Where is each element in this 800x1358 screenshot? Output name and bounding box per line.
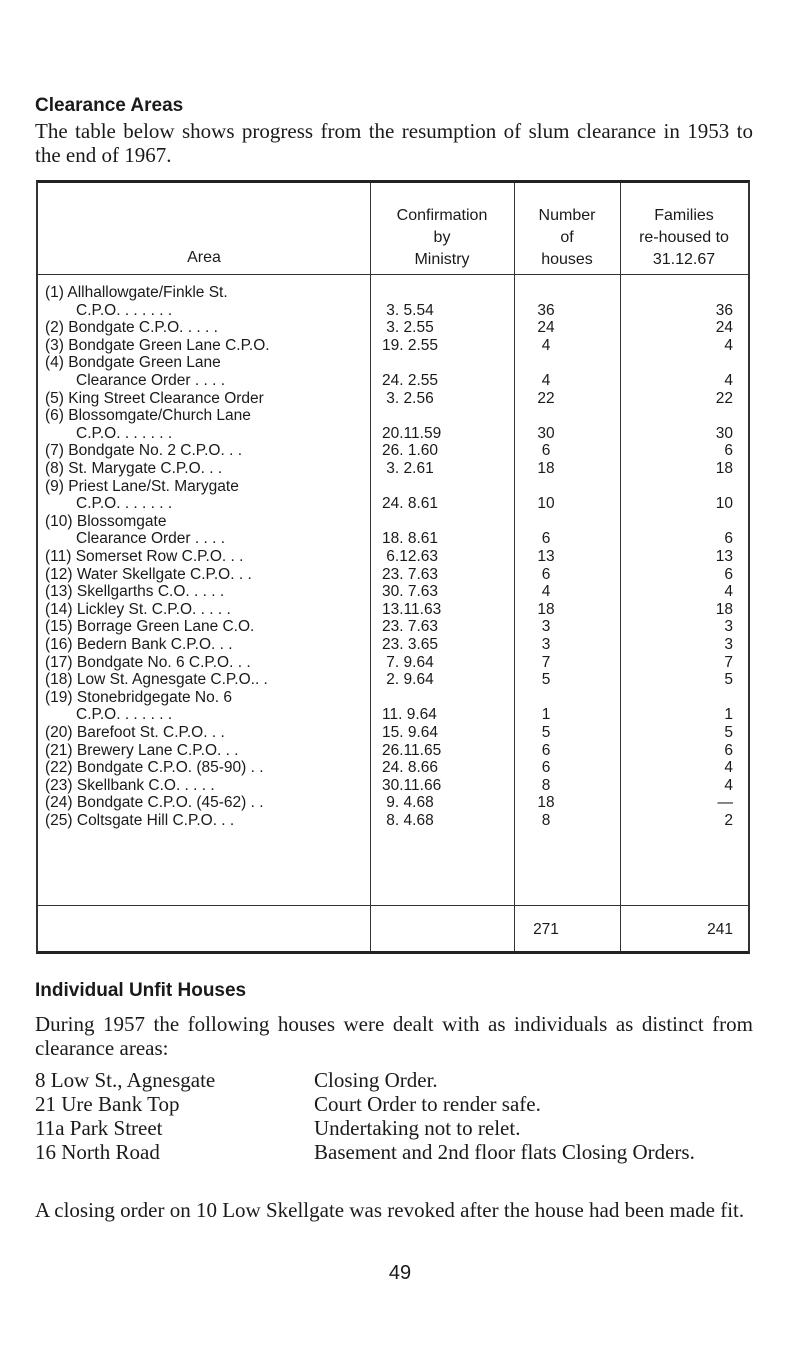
confirmation-date: 11. 9.64 <box>382 706 437 724</box>
confirmation-date: 23. 7.63 <box>382 565 439 583</box>
confirmation-date: 13.11.63 <box>382 600 442 618</box>
column-divider <box>370 183 371 951</box>
families-count: 5 <box>724 671 733 689</box>
area-name: (10) Blossomgate <box>45 512 167 530</box>
families-count: 4 <box>724 776 733 794</box>
header-families: Families re-housed to 31.12.67 <box>639 207 729 268</box>
families-count: 1 <box>724 706 733 724</box>
families-count: 3 <box>724 636 733 653</box>
families-count: 6 <box>724 565 733 583</box>
column-divider <box>514 183 515 951</box>
confirmation-date: 24. 2.55 <box>382 371 439 389</box>
confirmation-date: 18. 8.61 <box>382 530 439 548</box>
confirmation-date: 23. 7.63 <box>382 618 439 636</box>
confirmation-date: 3. 2.56 <box>382 389 434 407</box>
area-name: (17) Bondgate No. 6 C.P.O. . . <box>45 653 251 671</box>
confirmation-date: 26.11.65 <box>382 741 442 759</box>
houses-count: 4 <box>541 371 551 389</box>
confirmation-date: 2. 9.64 <box>382 671 434 689</box>
area-name: (20) Barefoot St. C.P.O. . . <box>45 724 225 741</box>
houses-count: 4 <box>541 336 551 354</box>
unfit-address: 11a Park Street <box>35 1116 163 1140</box>
houses-count: 6 <box>541 530 551 548</box>
header-confirmation: Confirmation by Ministry <box>396 207 488 268</box>
header-houses: Number of houses <box>538 207 596 268</box>
clearance-intro: The table below shows progress from the resumption of slum clearance in 1953 to the end of 1967. <box>35 119 753 167</box>
families-count: 6 <box>724 442 733 460</box>
unfit-action: Basement and 2nd floor flats Closing Orders. <box>314 1140 695 1164</box>
families-count: 13 <box>715 548 733 565</box>
area-name: (16) Bedern Bank C.P.O. . . <box>45 636 233 653</box>
families-count: 4 <box>724 759 733 777</box>
confirmation-date: 15. 9.64 <box>382 724 439 741</box>
confirmation-date: 23. 3.65 <box>382 636 439 653</box>
houses-count: 18 <box>537 600 555 618</box>
area-name: (7) Bondgate No. 2 C.P.O. . . <box>45 442 243 460</box>
confirmation-date: 20.11.59 <box>382 424 442 442</box>
confirmation-date: 9. 4.68 <box>382 794 434 812</box>
houses-count: 30 <box>537 424 555 442</box>
families-count: — <box>717 794 733 812</box>
unfit-address: 8 Low St., Agnesgate <box>35 1068 216 1092</box>
houses-count: 6 <box>541 741 551 759</box>
houses-count: 4 <box>541 583 551 601</box>
closing-paragraph: A closing order on 10 Low Skellgate was revoked after the house had been made fit. <box>35 1198 745 1222</box>
area-name: C.P.O. . . . . . . <box>76 301 173 319</box>
column-divider <box>620 183 621 951</box>
header-divider <box>38 274 748 275</box>
houses-count: 6 <box>541 442 551 460</box>
area-name: (24) Bondgate C.P.O. (45-62) . . <box>45 794 264 812</box>
confirmation-date: 30.11.66 <box>382 776 442 794</box>
area-name: (3) Bondgate Green Lane C.P.O. <box>45 336 270 354</box>
houses-count: 24 <box>537 319 555 337</box>
families-count: 36 <box>715 301 733 319</box>
families-count: 7 <box>724 653 733 671</box>
houses-count: 8 <box>541 776 551 794</box>
area-name: (15) Borrage Green Lane C.O. <box>45 618 255 636</box>
families-count: 18 <box>715 600 733 618</box>
houses-count: 10 <box>537 495 555 513</box>
families-count: 4 <box>724 336 733 354</box>
families-count: 6 <box>724 741 733 759</box>
houses-count: 1 <box>541 706 551 724</box>
total-houses: 271 <box>533 921 559 938</box>
area-name: (4) Bondgate Green Lane <box>45 354 221 372</box>
confirmation-date: 19. 2.55 <box>382 336 439 354</box>
area-name: (14) Lickley St. C.P.O. . . . . <box>45 600 231 618</box>
unfit-action: Undertaking not to relet. <box>314 1116 521 1140</box>
area-name: (12) Water Skellgate C.P.O. . . <box>45 565 252 583</box>
houses-count: 8 <box>541 812 551 829</box>
area-name: (2) Bondgate C.P.O. . . . . <box>45 319 218 337</box>
unfit-action: Closing Order. <box>314 1068 438 1092</box>
area-name: C.P.O. . . . . . . <box>76 424 173 442</box>
area-name: (9) Priest Lane/St. Marygate <box>45 477 239 495</box>
houses-count: 3 <box>541 618 551 636</box>
families-count: 24 <box>715 319 733 337</box>
area-name: (18) Low St. Agnesgate C.P.O.. . <box>45 671 268 689</box>
families-count: 6 <box>724 530 733 548</box>
families-count: 18 <box>715 460 733 477</box>
families-count: 4 <box>724 371 733 389</box>
confirmation-date: 24. 8.66 <box>382 759 439 777</box>
unfit-action: Court Order to render safe. <box>314 1092 541 1116</box>
families-count: 30 <box>715 424 733 442</box>
houses-count: 7 <box>541 653 551 671</box>
unfit-address: 16 North Road <box>35 1140 160 1164</box>
families-count: 10 <box>715 495 733 513</box>
section-heading-clearance-areas: Clearance Areas <box>35 95 184 116</box>
confirmation-date: 8. 4.68 <box>382 812 434 829</box>
houses-count: 5 <box>541 724 551 741</box>
houses-count: 18 <box>537 460 555 477</box>
header-area: Area <box>187 249 221 266</box>
total-families: 241 <box>707 921 733 938</box>
section-heading-unfit-houses: Individual Unfit Houses <box>35 980 247 1001</box>
area-name: C.P.O. . . . . . . <box>76 706 173 724</box>
area-name: (6) Blossomgate/Church Lane <box>45 407 251 425</box>
confirmation-date: 30. 7.63 <box>382 583 439 601</box>
houses-count: 18 <box>537 794 555 812</box>
area-name: Clearance Order . . . . <box>76 530 226 548</box>
area-name: (13) Skellgarths C.O. . . . . <box>45 583 225 601</box>
area-name: (19) Stonebridgegate No. 6 <box>45 688 232 706</box>
houses-count: 6 <box>541 565 551 583</box>
houses-count: 22 <box>537 389 555 407</box>
area-name: C.P.O. . . . . . . <box>76 495 173 513</box>
area-name: (1) Allhallowgate/Finkle St. <box>45 284 228 301</box>
confirmation-date: 3. 2.55 <box>382 319 434 337</box>
families-count: 22 <box>715 389 733 407</box>
area-name: (22) Bondgate C.P.O. (85-90) . . <box>45 759 264 777</box>
clearance-table <box>36 180 750 954</box>
families-count: 2 <box>724 812 733 829</box>
confirmation-date: 26. 1.60 <box>382 442 439 460</box>
area-name: (23) Skellbank C.O. . . . . <box>45 776 215 794</box>
area-name: Clearance Order . . . . <box>76 371 226 389</box>
houses-count: 3 <box>541 636 551 653</box>
families-count: 5 <box>724 724 733 741</box>
area-name: (11) Somerset Row C.P.O. . . <box>45 548 244 565</box>
area-name: (25) Coltsgate Hill C.P.O. . . <box>45 812 235 829</box>
area-name: (5) King Street Clearance Order <box>45 389 264 407</box>
total-divider <box>38 905 748 906</box>
houses-count: 6 <box>541 759 551 777</box>
confirmation-date: 7. 9.64 <box>382 653 434 671</box>
houses-count: 36 <box>537 301 555 319</box>
families-count: 3 <box>724 618 733 636</box>
families-count: 4 <box>724 583 733 601</box>
confirmation-date: 3. 5.54 <box>382 301 434 319</box>
unfit-address: 21 Ure Bank Top <box>35 1092 180 1116</box>
houses-count: 5 <box>541 671 551 689</box>
unfit-intro: During 1957 the following houses were dealt with as individuals as distinct from clearance areas: <box>35 1012 753 1060</box>
confirmation-date: 6.12.63 <box>382 548 439 565</box>
confirmation-date: 24. 8.61 <box>382 495 439 513</box>
area-name: (8) St. Marygate C.P.O. . . <box>45 460 223 477</box>
page-number: 49 <box>388 1262 412 1284</box>
houses-count: 13 <box>537 548 555 565</box>
area-name: (21) Brewery Lane C.P.O. . . <box>45 741 239 759</box>
confirmation-date: 3. 2.61 <box>382 460 434 477</box>
